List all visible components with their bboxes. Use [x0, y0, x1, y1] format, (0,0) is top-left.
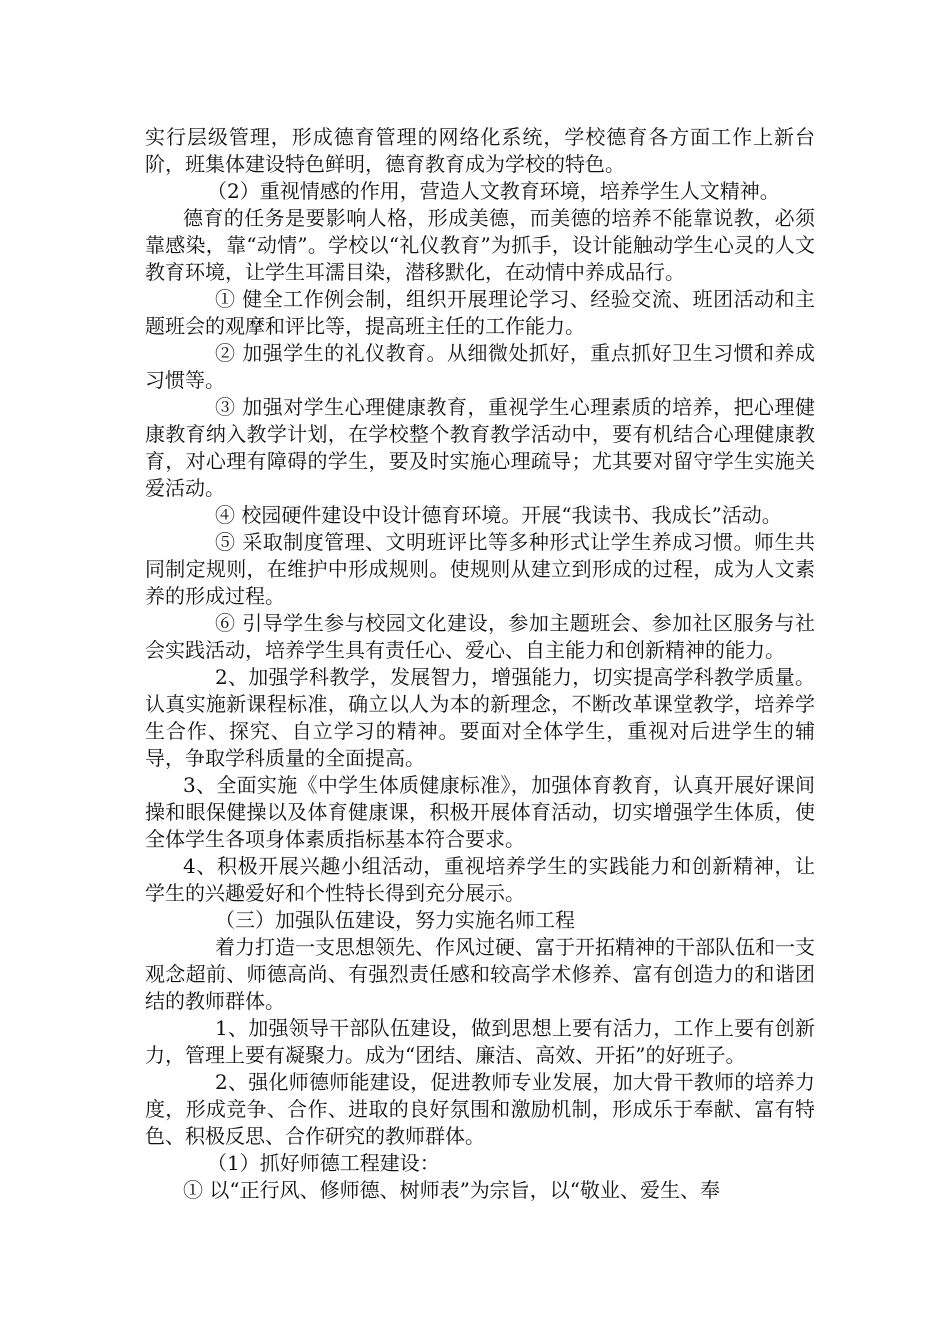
section-heading: （三）加强队伍建设，努力实施名师工程 [215, 908, 575, 932]
paragraph-18: ① 以“正行风、修师德、树师表”为宗旨，以“敬业、爱生、奉 [183, 1178, 721, 1202]
paragraph-11: 3、全面实施《中学生体质健康标准》，加强体育教育，认真开展好课间操和眼保健操以及体育健康课，积极开展体育活动，切实增强学生体质，使全体学生各项身体素质指标基本符合要求。 [145, 773, 815, 851]
paragraph-3: 德育的任务是要影响人格，形成美德，而美德的培养不能靠说教，必须靠感染，靠“动情”。学校以“礼仪教育”为抓手，设计能触动学生心灵的人文教育环境，让学生耳濡目染，潜移默化，在动情中养成品行。 [145, 206, 815, 284]
paragraph-14: 着力打造一支思想领先、作风过硬、富于开拓精神的干部队伍和一支观念超前、师德高尚、有强烈责任感和较高学术修养、富有创造力的和谐团结的教师群体。 [145, 935, 815, 1013]
paragraph-9: ⑥ 引导学生参与校园文化建设，参加主题班会、参加社区服务与社会实践活动，培养学生具有责任心、爱心、自主能力和创新精神的能力。 [145, 611, 815, 662]
paragraph-2: （2）重视情感的作用，营造人文教育环境，培养学生人文精神。 [207, 179, 780, 203]
body-text [145, 124, 815, 1204]
paragraph-16: 2、强化师德师能建设，促进教师专业发展，加大骨干教师的培养力度，形成竞争、合作、进取的良好氛围和激励机制，形成乐于奉献、富有特色、积极反思、合作研究的教师群体。 [145, 1070, 815, 1148]
paragraph-17: （1）抓好师德工程建设： [207, 1151, 440, 1175]
paragraph-8: ⑤ 采取制度管理、文明班评比等多种形式让学生养成习惯。师生共同制定规则，在维护中形成规则。使规则从建立到形成的过程，成为人文素养的形成过程。 [145, 530, 815, 608]
paragraph-5: ② 加强学生的礼仪教育。从细微处抓好，重点抓好卫生习惯和养成习惯等。 [145, 341, 815, 392]
paragraph-1: 实行层级管理，形成德育管理的网络化系统，学校德育各方面工作上新台阶，班集体建设特色鲜明，德育教育成为学校的特色。 [145, 125, 815, 176]
paragraph-10: 2、加强学科教学，发展智力，增强能力，切实提高学科教学质量。认真实施新课程标准，确立以人为本的新理念，不断改革课堂教学，培养学生合作、探究、自立学习的精神。要面对全体学生，重视对后进学生的辅导，争取学科质量的全面提高。 [145, 665, 815, 770]
paragraph-7: ④ 校园硬件建设中设计德育环境。开展“我读书、我成长”活动。 [215, 503, 782, 527]
paragraph-15: 1、加强领导干部队伍建设，做到思想上要有活力，工作上要有创新力，管理上要有凝聚力。成为“团结、廉洁、高效、开拓”的好班子。 [145, 1016, 815, 1067]
paragraph-12: 4、积极开展兴趣小组活动，重视培养学生的实践能力和创新精神，让学生的兴趣爱好和个性特长得到充分展示。 [145, 854, 815, 905]
paragraph-6: ③ 加强对学生心理健康教育，重视学生心理素质的培养，把心理健康教育纳入教学计划，在学校整个教育教学活动中，要有机结合心理健康教育，对心理有障碍的学生，要及时实施心理疏导；尤其要对留守学生实施关爱活动。 [145, 395, 815, 500]
paragraph-4: ① 健全工作例会制，组织开展理论学习、经验交流、班团活动和主题班会的观摩和评比等，提高班主任的工作能力。 [145, 287, 815, 338]
